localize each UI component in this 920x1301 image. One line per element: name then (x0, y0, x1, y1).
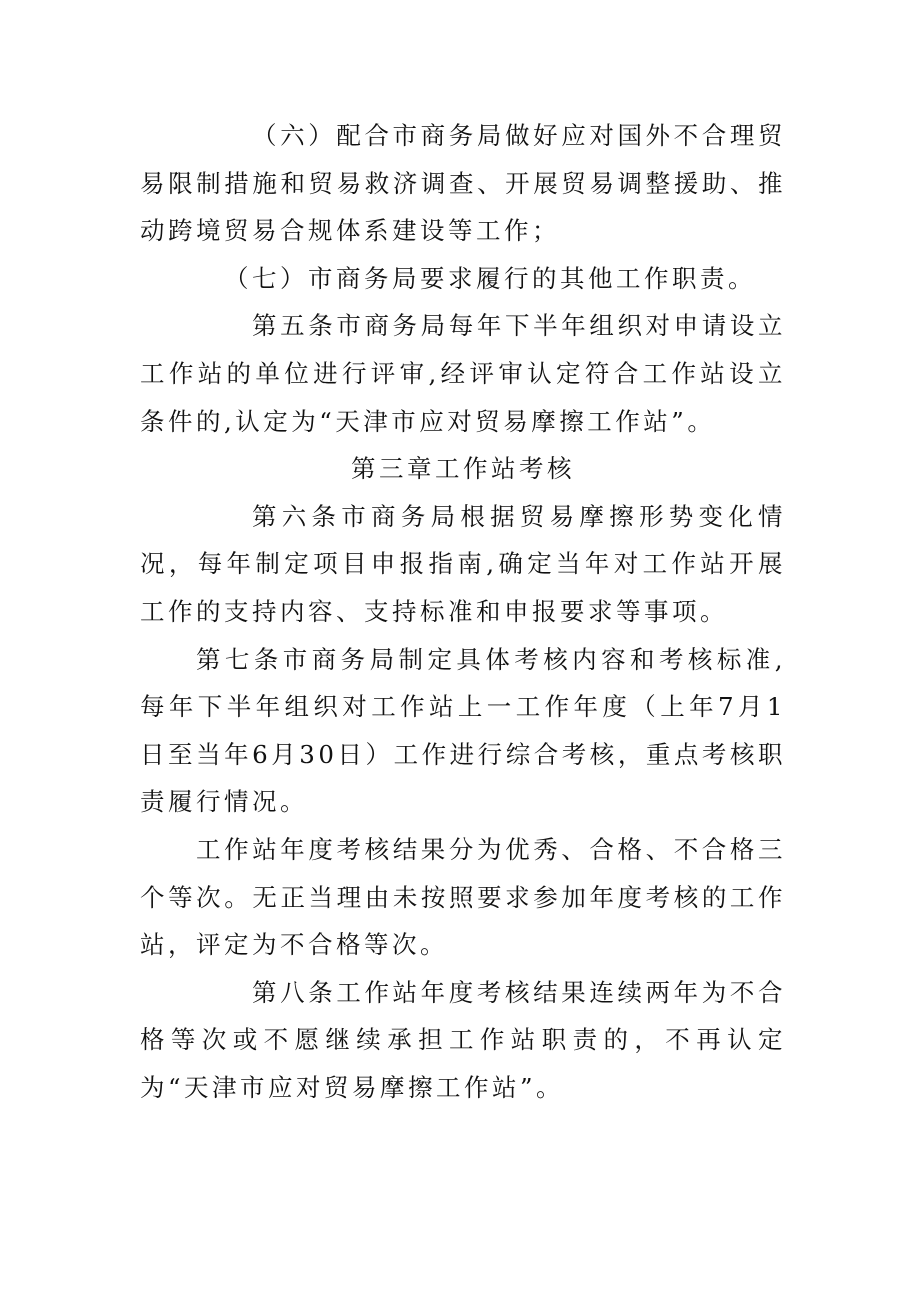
paragraph-article-5: 第五条市商务局每年下半年组织对申请设立工作站的单位进行评审,经评审认定符合工作站设立条件的,认定为“天津市应对贸易摩擦工作站”。 (140, 311, 786, 436)
paragraph-article-6: 第六条市商务局根据贸易摩擦形势变化情况，每年制定项目申报指南,确定当年对工作站开展工作的支持内容、支持标准和申报要求等事项。 (140, 501, 786, 626)
paragraph-article-8: 第八条工作站年度考核结果连续两年为不合格等次或不愿继续承担工作站职责的，不再认定为“天津市应对贸易摩擦工作站”。 (140, 977, 786, 1102)
paragraph-article-7: 第七条市商务局制定具体考核内容和考核标准,每年下半年组织对工作站上一工作年度（上年7月1日至当年6月30日）工作进行综合考核，重点考核职责履行情况。 (140, 644, 786, 817)
chapter-heading: 第三章工作站考核 (351, 454, 575, 484)
paragraph-item-7: （七）市商务局要求履行的其他工作职责。 (224, 263, 756, 293)
paragraph-item-6: （六）配合市商务局做好应对国外不合理贸易限制措施和贸易救济调查、开展贸易调整援助、推动跨境贸易合规体系建设等工作； (140, 121, 786, 246)
paragraph-assessment-results: 工作站年度考核结果分为优秀、合格、不合格三个等次。无正当理由未按照要求参加年度考核的工作站，评定为不合格等次。 (140, 834, 786, 960)
document-body (140, 112, 786, 1111)
